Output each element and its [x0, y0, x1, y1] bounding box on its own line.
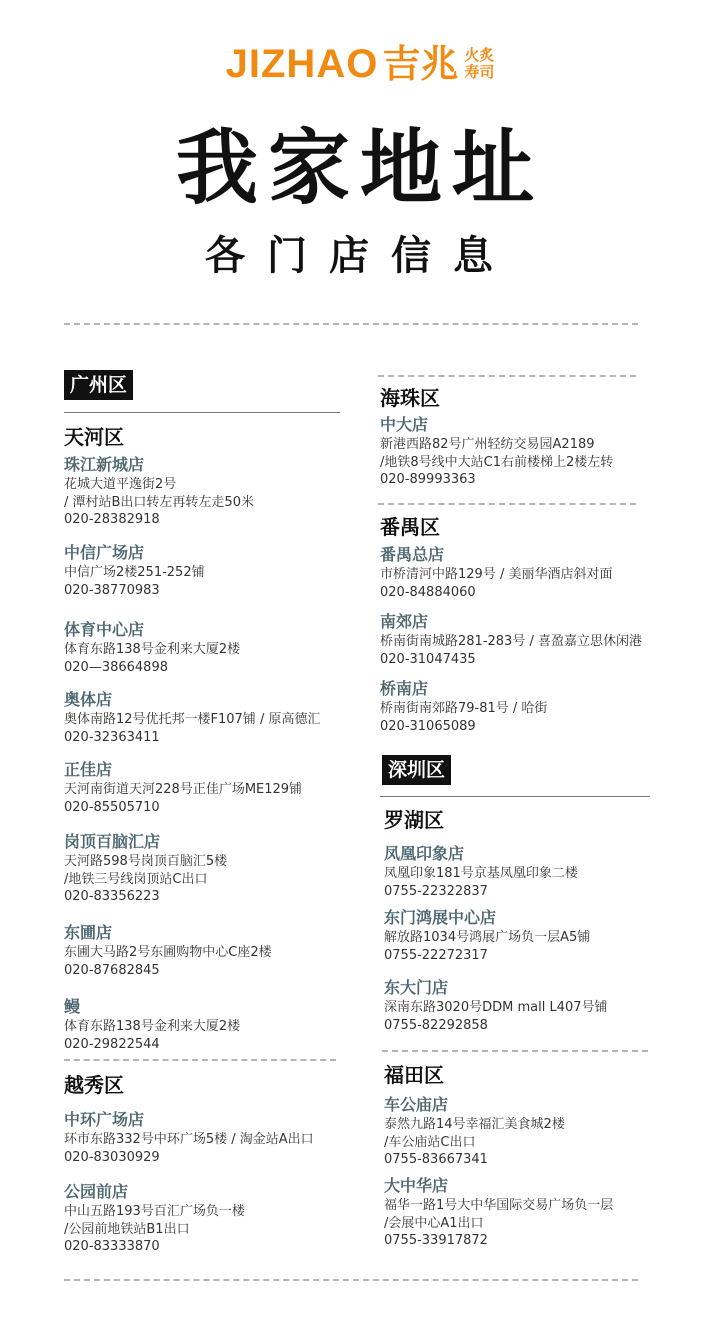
store-phone: 020-87682845 [64, 962, 160, 978]
store-sports-center [64, 619, 364, 676]
store-phone: 0755-22322837 [384, 883, 488, 899]
store-name: 中环广场店 [64, 1110, 145, 1129]
store-direction: / 潭村站B出口转左再转左走50米 [64, 494, 254, 510]
store-eel [64, 996, 364, 1053]
store-name: 车公庙店 [384, 1095, 449, 1114]
store-phone: 020-85505710 [64, 799, 160, 815]
store-address: 中山五路193号百汇广场负一楼 [64, 1204, 245, 1219]
store-phone: 0755-82292858 [384, 1017, 488, 1033]
store-address: 深南东路3020号DDM mall L407号铺 [384, 1000, 608, 1015]
district-luohu: 罗湖区 [384, 808, 444, 832]
store-gangding-buynow [64, 831, 364, 906]
store-name: 中信广场店 [64, 543, 145, 562]
store-name: 凤凰印象店 [384, 844, 465, 863]
divider-futian [382, 1050, 648, 1052]
store-address: 泰然九路14号幸福汇美食城2楼 [384, 1117, 565, 1132]
logo-sub-top: 火炙 [464, 46, 495, 64]
city-underline-guangzhou [64, 412, 340, 413]
city-tag-guangzhou: 广州区 [64, 370, 133, 400]
page-title: 我家地址 [175, 121, 544, 216]
district-haizhu: 海珠区 [380, 386, 440, 410]
store-qiaonan [380, 678, 680, 735]
store-dongpu [64, 922, 364, 979]
store-name: 大中华店 [384, 1176, 449, 1195]
district-panyu: 番禺区 [380, 515, 440, 539]
store-dongdamen [384, 977, 684, 1034]
store-name: 正佳店 [64, 760, 113, 779]
store-name: 珠江新城店 [64, 455, 145, 474]
store-direction: /车公庙站C出口 [384, 1134, 476, 1150]
store-phone: 020-31065089 [380, 718, 476, 734]
store-direction: /地铁三号线岗顶站C出口 [64, 871, 208, 887]
store-gongyuanqian [64, 1181, 364, 1256]
store-address: 中信广场2楼251-252铺 [64, 565, 205, 580]
divider-haizhu [378, 375, 636, 377]
store-direction: /会展中心A1出口 [384, 1215, 484, 1231]
store-name: 奥体店 [64, 690, 113, 709]
store-direction: /地铁8号线中大站C1右前楼梯上2楼左转 [380, 454, 614, 470]
store-citic-plaza [64, 542, 364, 599]
city-underline-shenzhen [380, 796, 650, 797]
store-name: 中大店 [380, 415, 429, 434]
store-phone: 020-83356223 [64, 889, 160, 904]
store-central-plaza [64, 1109, 364, 1166]
page-subtitle: 各门店信息 [205, 233, 515, 279]
store-chegongmiao [384, 1094, 684, 1169]
logo-sub [464, 47, 494, 81]
store-address: 桥南街南郊路79-81号 / 哈街 [380, 701, 548, 716]
store-phone: 020—38664898 [64, 659, 168, 675]
store-address: 福华一路1号大中华国际交易广场负一层 [384, 1198, 614, 1213]
store-dazhonghua [384, 1175, 684, 1250]
store-address: 花城大道平逸街2号 [64, 477, 177, 492]
district-tianhe: 天河区 [64, 425, 124, 449]
store-address: 天河路598号岗顶百脑汇5楼 [64, 854, 228, 869]
store-phoenix-impression [384, 843, 684, 900]
store-address: 东圃大马路2号东圃购物中心C座2楼 [64, 945, 272, 960]
store-phone: 020-83333870 [64, 1239, 160, 1254]
store-address: 体育东路138号金利来大厦2楼 [64, 642, 241, 657]
store-zhujiang-new-town [64, 454, 364, 529]
divider-yuexiu [64, 1059, 336, 1061]
logo-sub-bottom: 寿司 [464, 63, 495, 81]
store-phone: 0755-33917872 [384, 1233, 488, 1248]
city-tag-shenzhen: 深圳区 [382, 755, 451, 785]
store-phone: 020-29822544 [64, 1036, 160, 1052]
store-name: 桥南店 [380, 679, 429, 698]
store-name: 体育中心店 [64, 620, 145, 639]
store-phone: 020-28382918 [64, 512, 160, 527]
store-olympic [64, 689, 364, 746]
district-futian: 福田区 [384, 1063, 444, 1087]
bottom-divider [64, 1279, 638, 1281]
store-phone: 020-83030929 [64, 1149, 160, 1165]
store-grandview [64, 759, 364, 816]
store-phone: 020-38770983 [64, 582, 160, 598]
brand-logo [0, 44, 720, 84]
store-name: 南郊店 [380, 612, 429, 631]
logo-cn: 吉兆 [382, 42, 459, 86]
store-nanjiao [380, 611, 680, 668]
store-name: 东大门店 [384, 978, 449, 997]
store-name: 东圃店 [64, 923, 113, 942]
store-address: 凤凰印象181号京基凤凰印象二楼 [384, 866, 578, 881]
store-phone: 020-32363411 [64, 729, 160, 745]
store-phone: 0755-83667341 [384, 1152, 488, 1167]
store-direction: /公园前地铁站B1出口 [64, 1221, 190, 1237]
store-name: 番禺总店 [380, 545, 445, 564]
store-address: 体育东路138号金利来大厦2楼 [64, 1019, 241, 1034]
store-name: 岗顶百脑汇店 [64, 832, 161, 851]
store-phone: 020-89993363 [380, 472, 476, 487]
store-address: 环市东路332号中环广场5楼 / 淘金站A出口 [64, 1132, 314, 1147]
store-dongmen-hongzhan [384, 907, 684, 964]
store-phone: 020-84884060 [380, 584, 476, 600]
store-address: 新港西路82号广州轻纺交易园A2189 [380, 437, 595, 452]
store-zhongda [380, 414, 680, 489]
store-phone: 020-31047435 [380, 651, 476, 667]
store-phone: 0755-22272317 [384, 947, 488, 963]
logo-latin: JIZHAO [225, 42, 379, 86]
store-address: 桥南街南城路281-283号 / 喜盈嘉立思休闲港 [380, 634, 642, 649]
store-name: 公园前店 [64, 1182, 129, 1201]
divider-panyu [378, 503, 636, 505]
store-address: 市桥清河中路129号 / 美丽华酒店斜对面 [380, 567, 613, 582]
store-address: 天河南街道天河228号正佳广场ME129铺 [64, 782, 303, 797]
store-address: 奥体南路12号优托邦一楼F107铺 / 原高德汇 [64, 712, 321, 727]
top-divider [64, 323, 638, 325]
store-address: 解放路1034号鸿展广场负一层A5铺 [384, 930, 591, 945]
store-name: 东门鸿展中心店 [384, 908, 497, 927]
district-yuexiu: 越秀区 [64, 1073, 124, 1097]
store-panyu-main [380, 544, 680, 601]
store-name: 鳗 [64, 997, 81, 1016]
